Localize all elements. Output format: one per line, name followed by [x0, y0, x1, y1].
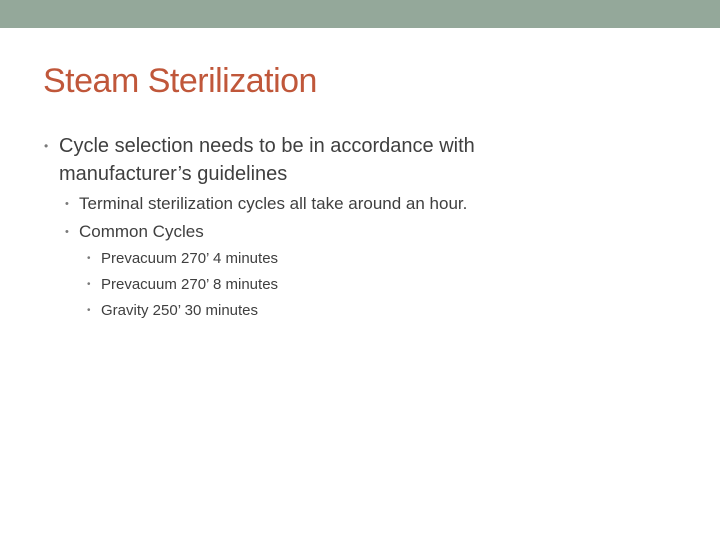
bullet-text: Common Cycles [79, 222, 204, 241]
bullet-text: Prevacuum 270’ 8 minutes [101, 276, 279, 293]
bullet-dot-icon: • [65, 226, 69, 238]
bullet-dot-icon: • [44, 139, 49, 153]
bullet-text: Gravity 250’ 30 minutes [101, 302, 259, 319]
bullet-level1 [22, 132, 682, 188]
bullet-level3-prevacuum-4 [22, 246, 682, 272]
bullet-dot-icon: • [87, 279, 91, 290]
bullet-level3-prevacuum-8 [22, 272, 682, 298]
bullet-list [22, 132, 682, 324]
bullet-level2-terminal [22, 190, 682, 218]
bullet-text: Terminal sterilization cycles all take around an hour. [79, 194, 468, 213]
bullet-level3-gravity-30 [22, 298, 682, 324]
bullet-dot-icon: • [65, 198, 69, 210]
bullet-text: Prevacuum 270’ 4 minutes [101, 250, 279, 267]
bullet-text-line1: Cycle selection needs to be in accordance with [59, 135, 475, 157]
bullet-dot-icon: • [87, 305, 91, 316]
bullet-level2-common-cycles [22, 218, 682, 246]
bullet-dot-icon: • [87, 253, 91, 264]
slide-title: Steam Sterilization [43, 62, 317, 100]
top-accent-bar [0, 0, 720, 28]
bullet-text-line2: manufacturer’s guidelines [59, 163, 288, 185]
